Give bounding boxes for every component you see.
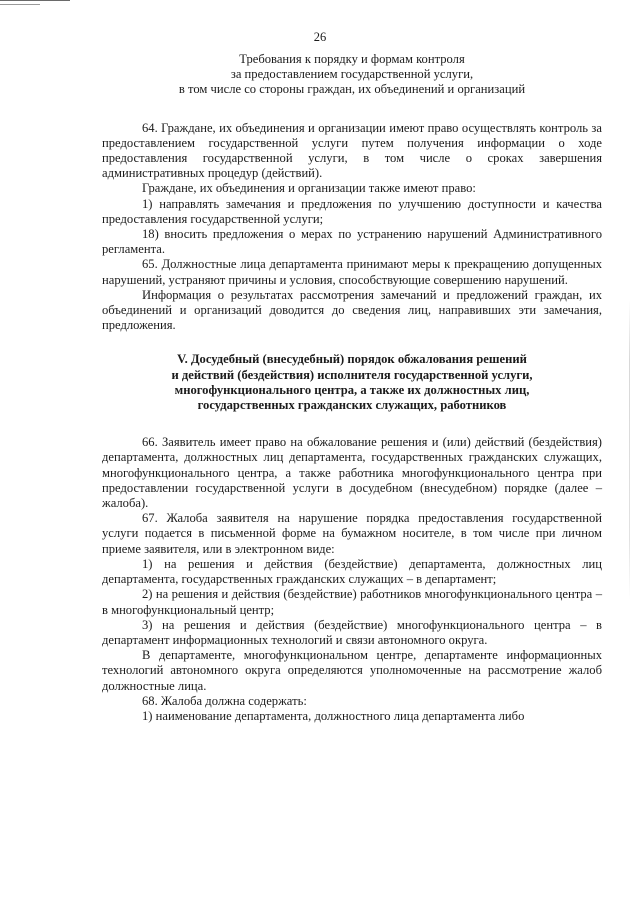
paragraph-68: 68. Жалоба должна содержать:: [142, 693, 307, 708]
paragraph-results-info: Информация о результатах рассмотрения замечаний и предложений граждан, их объединений и организаций доводится до сведения лиц, направивших эти замечания, предложения.: [102, 287, 602, 333]
paragraph-right-1: 1) направлять замечания и предложения по улучшению доступности и качества предоставления государственной услуги;: [102, 196, 602, 226]
paragraph-65: 65. Должностные лица департамента принимают меры к прекращению допущенных нарушений, устраняют причины и условия, способствующие совершению нарушений.: [102, 257, 602, 287]
section-5-title: [102, 352, 602, 413]
section-5-title-line: V. Досудебный (внесудебный) порядок обжалования решений: [177, 352, 527, 367]
paragraph-68-item-1: 1) наименование департамента, должностного лица департамента либо: [142, 708, 525, 723]
paragraph-67-item-1: 1) на решения и действия (бездействие) департамента, должностных лиц департамента, государственных гражданских служащих – в департамент;: [102, 556, 602, 587]
section-5-title-line: многофункционального центра, а также их должностных лиц,: [174, 382, 530, 397]
spacer: [102, 98, 602, 121]
section-title-line: за предоставлением государственной услуги,: [230, 67, 474, 82]
scan-edge-mark-secondary: [0, 4, 40, 5]
paragraph-67-item-3: 3) на решения и действия (бездействие) многофункционального центра – в департамент информационных технологий и связи автономного округа.: [102, 617, 602, 647]
page-number: 26: [313, 30, 327, 44]
spacer: [102, 333, 602, 352]
section-title-line: в том числе со стороны граждан, их объединений и организаций: [178, 82, 526, 97]
section-title-line: Требования к порядку и формам контроля: [239, 52, 465, 66]
scan-edge-mark: [0, 0, 70, 1]
paragraph-67: 67. Жалоба заявителя на нарушение порядка предоставления государственной услуги подается в письменной форме на бумажном носителе, в том числе при личном приеме заявителя, или в электронном виде:: [102, 511, 602, 556]
paragraph-authorized-officials: В департаменте, многофункциональном центре, департаменте информационных технологий автономного округа определяются уполномоченные на рассмотрение жалоб должностные лица.: [102, 648, 602, 693]
spacer: [102, 413, 602, 435]
paragraph-right-18: 18) вносить предложения о мерах по устранению нарушений Административного регламента.: [102, 227, 602, 257]
section-5-title-line: и действий (бездействия) исполнителя государственной услуги,: [171, 367, 533, 382]
paragraph-67-item-2: 2) на решения и действия (бездействие) работников многофункционального центра – в многофункциональный центр;: [102, 587, 602, 617]
section-5-title-line: государственных гражданских служащих, работников: [197, 398, 507, 413]
paragraph-66: 66. Заявитель имеет право на обжалование решения и (или) действий (бездействия) департамента, должностных лиц департамента, государственных гражданских служащих, многофункционального центра, а также работника многофункционального центра при предоставлении государственной услуги в досудебном (внесудебном) порядке (далее – жалоба).: [102, 435, 602, 511]
scan-fold-line: [629, 300, 630, 600]
document-body: [102, 52, 602, 724]
paragraph-64: 64. Граждане, их объединения и организации имеют право осуществлять контроль за предоставлением государственной услуги путем получения информации о ходе предоставления государственной услуги, в том числе о сроках завершения административных процедур (действий).: [102, 120, 602, 181]
section-title: [102, 52, 602, 98]
paragraph-rights-intro: Граждане, их объединения и организации также имеют право:: [142, 181, 476, 196]
